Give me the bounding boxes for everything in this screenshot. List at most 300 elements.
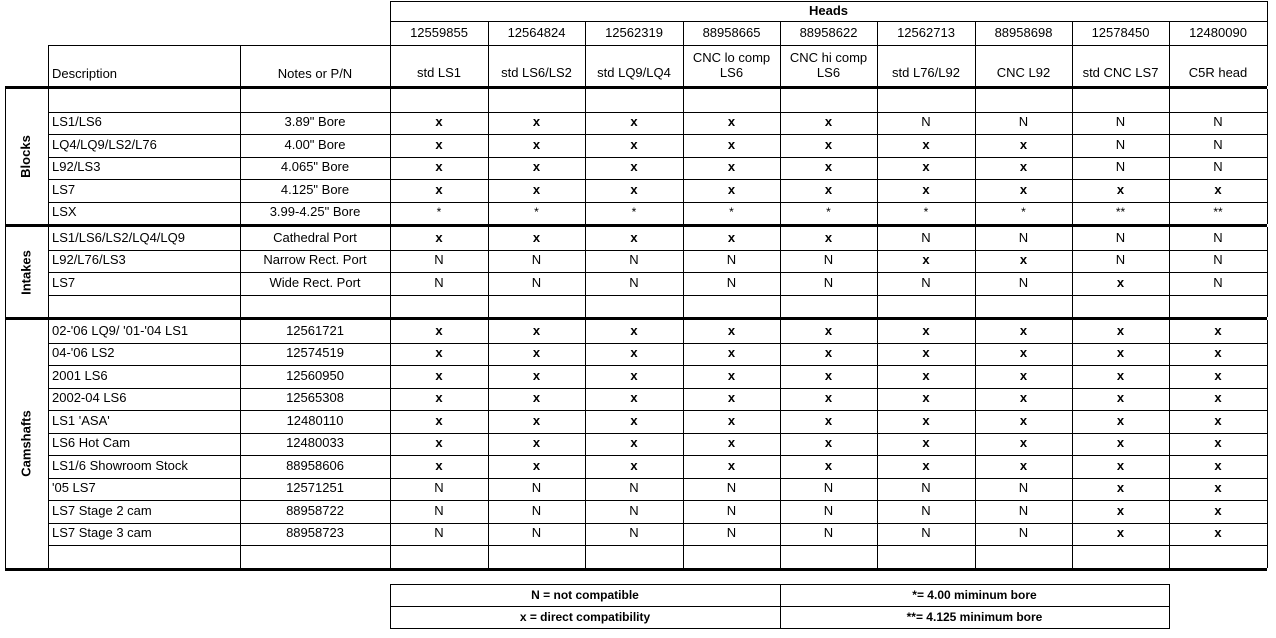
compat-cell: x — [922, 252, 930, 268]
compat-cell: x — [727, 322, 736, 338]
grid-line — [240, 320, 241, 568]
compat-cell: x — [435, 412, 443, 428]
row-description: LS7 — [52, 274, 76, 290]
label-header-top — [48, 45, 390, 46]
compat-cell: N — [1213, 252, 1223, 268]
compat-cell: N — [531, 480, 542, 496]
head-part-number: 12562319 — [605, 24, 663, 40]
compat-cell: N — [629, 525, 639, 541]
compat-cell: x — [630, 345, 638, 361]
compat-cell: x — [727, 390, 736, 406]
compat-cell: x — [1019, 159, 1028, 175]
grid-line — [585, 320, 586, 568]
compat-cell: x — [727, 457, 736, 473]
compat-cell — [488, 295, 585, 318]
row-notes: 4.00" Bore — [284, 136, 346, 152]
compat-cell — [683, 89, 780, 112]
row-notes — [240, 295, 390, 318]
compat-cell — [390, 295, 488, 318]
notes-header: Notes or P/N — [277, 65, 353, 81]
compat-cell: x — [1214, 480, 1222, 496]
compat-cell: N — [1018, 525, 1029, 541]
compat-cell: * — [923, 204, 929, 219]
grid-line — [5, 320, 6, 568]
compat-cell — [1072, 295, 1169, 318]
compat-cell — [1169, 545, 1267, 568]
compat-cell: x — [630, 367, 638, 383]
compat-cell: N — [726, 480, 737, 496]
compat-cell: x — [922, 412, 930, 428]
row-notes: 3.99-4.25" Bore — [269, 204, 361, 220]
grid-line — [877, 227, 878, 317]
compat-cell: N — [1213, 229, 1223, 245]
compat-cell: x — [1116, 181, 1125, 197]
row-description: LS1/6 Showroom Stock — [52, 457, 188, 473]
grid-line — [975, 227, 976, 317]
compat-cell: x — [922, 322, 930, 338]
row-notes: 12480110 — [286, 412, 344, 428]
heads-title: Heads — [808, 2, 849, 18]
row-description: L92/LS3 — [52, 159, 101, 175]
compat-cell: ** — [1115, 204, 1126, 219]
grid-line — [48, 320, 49, 568]
compat-cell: x — [1116, 435, 1125, 451]
row-description: LS6 Hot Cam — [52, 435, 131, 451]
grid-line — [1072, 320, 1073, 568]
compat-cell: x — [922, 390, 930, 406]
compat-cell: x — [1214, 435, 1222, 451]
compat-cell: N — [823, 274, 834, 290]
compat-cell: x — [1116, 367, 1125, 383]
compat-cell: N — [1018, 480, 1029, 496]
compat-cell: x — [630, 159, 638, 175]
compat-cell: N — [921, 502, 931, 518]
compat-cell: x — [630, 229, 638, 245]
compat-cell — [1169, 89, 1267, 112]
compat-cell: x — [727, 435, 736, 451]
compat-cell: x — [1214, 412, 1222, 428]
row-notes: Wide Rect. Port — [269, 274, 361, 290]
compat-cell — [585, 89, 683, 112]
row-description: LS1 'ASA' — [52, 412, 110, 428]
grid-line — [390, 227, 391, 317]
compat-cell: x — [727, 229, 736, 245]
row-notes: 12560950 — [286, 367, 344, 383]
grid-line — [683, 227, 684, 317]
compat-cell: N — [921, 480, 931, 496]
compat-cell: N — [921, 114, 931, 130]
head-name: C5R head — [1188, 65, 1248, 81]
compat-cell: N — [1115, 159, 1126, 175]
compat-cell: N — [921, 274, 931, 290]
compat-cell — [877, 89, 975, 112]
row-description: L92/L76/LS3 — [52, 252, 126, 268]
compat-cell: N — [823, 480, 834, 496]
compat-cell: N — [1213, 136, 1223, 152]
legend-min-bore-400: *= 4.00 miminum bore — [912, 587, 1037, 602]
compat-cell: x — [630, 412, 638, 428]
compat-cell: N — [1018, 502, 1029, 518]
row-description — [49, 295, 240, 318]
compat-cell — [390, 89, 488, 112]
row-notes: 4.125" Bore — [280, 181, 350, 197]
row-notes: 12565308 — [286, 390, 344, 406]
compat-cell: x — [532, 114, 541, 130]
compat-cell: x — [1116, 412, 1125, 428]
compat-cell: N — [1018, 229, 1029, 245]
grid-line — [780, 320, 781, 568]
compat-cell: N — [434, 252, 444, 268]
compat-cell — [585, 295, 683, 318]
row-notes: 3.89" Bore — [284, 114, 346, 130]
compat-cell: x — [727, 181, 736, 197]
compat-cell: x — [1214, 345, 1222, 361]
compat-cell: N — [726, 525, 737, 541]
row-description: LSX — [52, 204, 77, 220]
head-name: std CNC LS7 — [1082, 65, 1159, 81]
row-notes: 88958723 — [286, 525, 344, 541]
compat-cell: x — [435, 457, 443, 473]
compat-cell: x — [630, 181, 638, 197]
row-description: LS7 Stage 3 cam — [52, 525, 152, 541]
head-part-number: 12578450 — [1091, 24, 1150, 40]
compat-cell: x — [630, 390, 638, 406]
compat-cell: x — [1116, 322, 1125, 338]
section-label: Blocks — [18, 135, 34, 178]
compat-cell: x — [1019, 412, 1028, 428]
grid-line — [975, 320, 976, 568]
grid-line — [780, 89, 781, 224]
compat-cell: * — [826, 204, 831, 219]
compat-cell: * — [436, 204, 442, 219]
grid-line — [240, 89, 241, 224]
compat-cell: * — [1021, 204, 1026, 219]
legend-not-compatible: N = not compatible — [531, 587, 639, 602]
grid-line — [683, 320, 684, 568]
row-description — [49, 89, 240, 112]
head-name: std LS6/LS2 — [501, 65, 572, 81]
compat-cell: x — [532, 457, 541, 473]
row-description: 02-'06 LQ9/ '01-'04 LS1 — [52, 322, 189, 338]
section-thick-border — [5, 568, 1267, 571]
compat-cell: x — [1116, 480, 1125, 496]
compat-cell: x — [532, 390, 541, 406]
compat-cell: * — [631, 204, 637, 219]
compat-cell: x — [532, 345, 541, 361]
compat-cell: x — [824, 367, 833, 383]
compat-cell: x — [1116, 457, 1125, 473]
compat-cell: N — [629, 274, 639, 290]
compat-cell: x — [1214, 181, 1222, 197]
compat-cell: N — [1018, 114, 1029, 130]
grid-line — [390, 89, 391, 224]
compat-cell — [683, 545, 780, 568]
legend-border — [1169, 584, 1170, 629]
compat-cell: x — [922, 181, 930, 197]
compat-cell: x — [824, 322, 833, 338]
compat-cell — [488, 89, 585, 112]
compat-cell: N — [1115, 114, 1126, 130]
compat-cell: N — [434, 502, 444, 518]
compat-cell: N — [629, 502, 639, 518]
compat-cell: x — [1214, 457, 1222, 473]
row-notes: 12571251 — [286, 480, 344, 496]
compat-cell — [780, 295, 877, 318]
compat-cell: x — [824, 412, 833, 428]
grid-line — [488, 320, 489, 568]
grid-line — [1169, 227, 1170, 317]
compat-cell — [1072, 545, 1169, 568]
compat-cell: x — [532, 229, 541, 245]
compat-cell: x — [727, 136, 736, 152]
compat-cell: x — [532, 322, 541, 338]
grid-line — [585, 227, 586, 317]
grid-line — [5, 227, 6, 317]
compat-cell — [683, 295, 780, 318]
row-notes: 88958606 — [286, 457, 344, 473]
compat-cell: x — [1019, 322, 1028, 338]
compat-cell — [1169, 295, 1267, 318]
legend-border — [390, 628, 1169, 629]
compat-cell: N — [1213, 114, 1223, 130]
compat-cell: x — [435, 136, 443, 152]
compat-cell — [877, 545, 975, 568]
compat-cell: x — [435, 367, 443, 383]
compat-cell: x — [435, 435, 443, 451]
compat-cell: x — [1116, 390, 1125, 406]
grid-line — [390, 320, 391, 568]
compat-cell: N — [726, 502, 737, 518]
compat-cell: N — [726, 274, 737, 290]
grid-line — [1169, 320, 1170, 568]
compat-cell: x — [824, 114, 833, 130]
compat-cell: x — [922, 159, 930, 175]
row-notes: Cathedral Port — [273, 229, 357, 245]
row-description: LS1/LS6 — [52, 114, 102, 130]
compat-cell: x — [727, 345, 736, 361]
compat-cell: N — [823, 502, 834, 518]
compat-cell: x — [532, 181, 541, 197]
compat-cell: x — [435, 345, 443, 361]
compat-cell: N — [434, 274, 444, 290]
compat-cell: N — [1213, 274, 1223, 290]
compat-cell: x — [824, 457, 833, 473]
row-description: LS7 — [52, 181, 76, 197]
compat-cell — [585, 545, 683, 568]
grid-line — [1267, 320, 1268, 568]
compat-cell: N — [531, 274, 542, 290]
row-notes: 12574519 — [286, 345, 344, 361]
compat-cell: x — [824, 390, 833, 406]
compat-cell: x — [1214, 322, 1222, 338]
grid-line — [1169, 89, 1170, 224]
compat-cell: x — [435, 229, 443, 245]
head-name: std LS1 — [416, 65, 462, 81]
compat-cell: x — [1214, 525, 1222, 541]
compat-cell: x — [727, 114, 736, 130]
compat-cell: x — [727, 159, 736, 175]
head-name: CNC lo comp LS6 — [692, 50, 771, 81]
row-notes — [240, 545, 390, 568]
compat-cell — [975, 295, 1072, 318]
compat-cell: N — [1115, 252, 1126, 268]
legend-direct-compatibility: x = direct compatibility — [519, 609, 651, 624]
compat-cell: x — [824, 181, 833, 197]
grid-line — [1267, 227, 1268, 317]
compat-cell: N — [823, 525, 834, 541]
row-description: 2002-04 LS6 — [52, 390, 127, 406]
compat-cell: x — [435, 390, 443, 406]
compat-cell — [780, 89, 877, 112]
compat-cell: x — [1116, 274, 1125, 290]
compat-cell: N — [823, 252, 834, 268]
compat-cell: x — [1214, 367, 1222, 383]
compat-cell: N — [531, 525, 542, 541]
compat-cell: x — [1116, 345, 1125, 361]
head-name: std L76/L92 — [892, 65, 960, 81]
compat-cell: N — [726, 252, 737, 268]
compat-cell: x — [1019, 435, 1028, 451]
head-name: std LQ9/LQ4 — [597, 65, 671, 81]
compat-cell: N — [1018, 274, 1029, 290]
compat-cell: x — [532, 367, 541, 383]
compat-cell: x — [532, 136, 541, 152]
compat-cell: x — [1019, 181, 1028, 197]
compat-cell: N — [921, 229, 931, 245]
grid-line — [975, 89, 976, 224]
compat-cell — [1072, 89, 1169, 112]
compat-cell: x — [1019, 252, 1028, 268]
compat-cell — [975, 89, 1072, 112]
section-label: Intakes — [18, 249, 34, 295]
grid-line — [877, 89, 878, 224]
head-part-number: 12559855 — [410, 24, 468, 40]
head-part-number: 88958698 — [994, 24, 1053, 40]
compat-cell: x — [922, 367, 930, 383]
row-description: 2001 LS6 — [52, 367, 108, 383]
compat-cell: x — [630, 457, 638, 473]
row-description: LS1/LS6/LS2/LQ4/LQ9 — [52, 229, 185, 245]
compat-cell — [780, 545, 877, 568]
grid-line — [780, 227, 781, 317]
grid-line — [488, 89, 489, 224]
head-name: CNC hi comp LS6 — [789, 50, 868, 81]
compat-cell: x — [630, 435, 638, 451]
compat-cell: x — [532, 159, 541, 175]
row-notes: Narrow Rect. Port — [263, 252, 367, 268]
head-part-number: 12480090 — [1189, 24, 1247, 40]
grid-line — [683, 89, 684, 224]
row-notes — [240, 89, 390, 112]
compat-cell: x — [1019, 457, 1028, 473]
compat-cell — [390, 545, 488, 568]
compat-cell: N — [531, 252, 542, 268]
compat-cell: N — [1213, 159, 1223, 175]
compat-cell — [877, 295, 975, 318]
head-part-number: 88958665 — [702, 24, 761, 40]
compat-cell: x — [435, 114, 443, 130]
compat-cell: N — [531, 502, 542, 518]
grid-line — [5, 89, 6, 224]
compat-cell: x — [435, 159, 443, 175]
description-header: Description — [52, 65, 118, 81]
compat-cell: N — [434, 480, 444, 496]
grid-line — [488, 227, 489, 317]
compat-cell: N — [1115, 229, 1126, 245]
head-part-number: 12562713 — [897, 24, 955, 40]
compat-cell: x — [1116, 502, 1125, 518]
compat-cell: N — [921, 525, 931, 541]
compat-cell: x — [630, 114, 638, 130]
compat-cell: x — [1019, 136, 1028, 152]
compat-cell: * — [729, 204, 734, 219]
compat-cell: x — [1019, 390, 1028, 406]
row-description — [49, 545, 240, 568]
compat-cell: * — [534, 204, 539, 219]
row-notes: 88958722 — [286, 502, 344, 518]
compat-cell: x — [824, 136, 833, 152]
grid-line — [1267, 89, 1268, 224]
row-description: '05 LS7 — [52, 480, 96, 496]
row-notes: 12480033 — [286, 435, 344, 451]
grid-line — [48, 227, 49, 317]
compat-cell: x — [1019, 345, 1028, 361]
compat-cell: x — [1214, 390, 1222, 406]
grid-line — [48, 89, 49, 224]
compat-cell: x — [824, 345, 833, 361]
compat-cell: x — [630, 136, 638, 152]
compat-cell: x — [727, 367, 736, 383]
compat-cell: x — [1214, 502, 1222, 518]
compat-cell: x — [824, 159, 833, 175]
compat-cell — [975, 545, 1072, 568]
compat-cell: x — [727, 412, 736, 428]
head-part-number: 12564824 — [507, 24, 566, 40]
compat-cell: x — [824, 229, 833, 245]
compat-cell: x — [922, 136, 930, 152]
compat-cell: x — [435, 322, 443, 338]
section-label: Camshafts — [18, 410, 34, 477]
compat-cell: x — [922, 345, 930, 361]
grid-line — [240, 227, 241, 317]
compat-cell: ** — [1213, 204, 1223, 219]
legend-min-bore-4125: **= 4.125 minimum bore — [906, 609, 1043, 624]
grid-line — [877, 320, 878, 568]
row-description: 04-'06 LS2 — [52, 345, 115, 361]
row-description: LQ4/LQ9/LS2/L76 — [52, 136, 157, 152]
grid-line — [1072, 89, 1073, 224]
head-part-number: 88958622 — [799, 24, 858, 40]
compat-cell — [488, 545, 585, 568]
row-description: LS7 Stage 2 cam — [52, 502, 152, 518]
compat-cell: N — [629, 480, 639, 496]
grid-line — [585, 89, 586, 224]
compat-cell: x — [922, 435, 930, 451]
compat-cell: x — [435, 181, 443, 197]
grid-line — [1267, 1, 1268, 86]
compat-cell: x — [1019, 367, 1028, 383]
grid-line — [1072, 227, 1073, 317]
compat-cell: x — [630, 322, 638, 338]
compat-cell: x — [532, 435, 541, 451]
compat-cell: x — [1116, 525, 1125, 541]
compat-cell: x — [532, 412, 541, 428]
row-notes: 12561721 — [286, 322, 344, 338]
compat-cell: x — [824, 435, 833, 451]
head-name: CNC L92 — [996, 65, 1051, 81]
compat-cell: N — [434, 525, 444, 541]
row-notes: 4.065" Bore — [280, 159, 350, 175]
